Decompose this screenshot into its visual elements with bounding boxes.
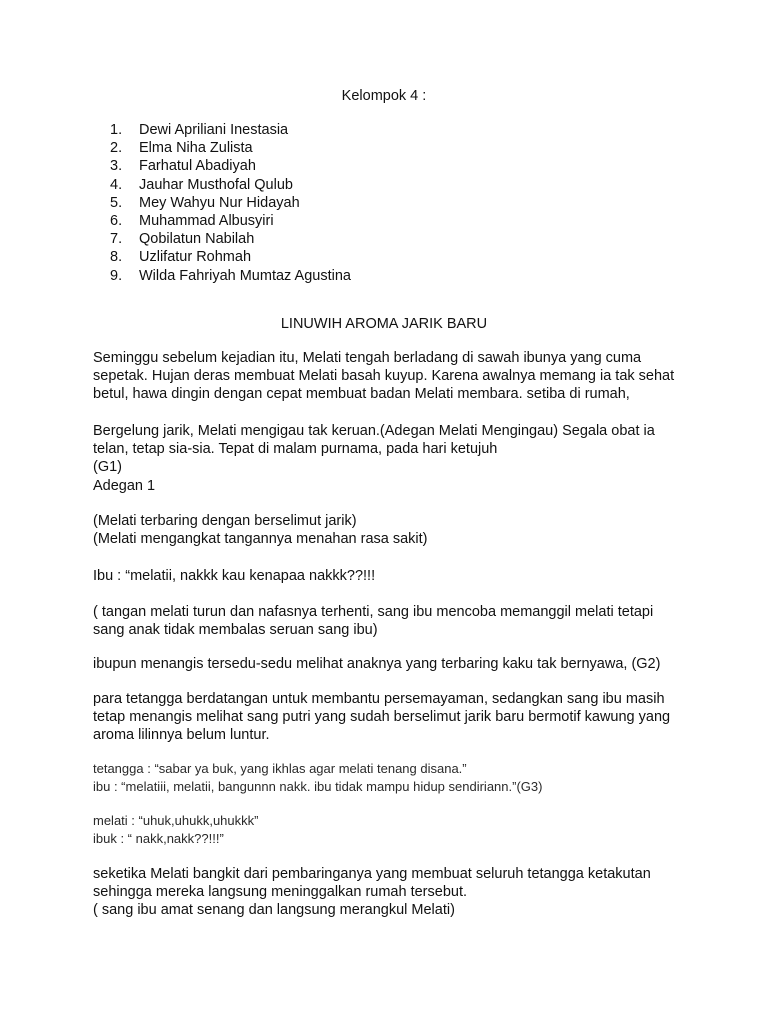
paragraph-text: melati : “uhuk,uhukk,uhukkk” ibuk : “ nakk,nakk??!!!” (93, 813, 259, 847)
list-item (110, 139, 351, 157)
paragraph-ibu-line (93, 567, 693, 585)
member-name: Jauhar Musthofal Qulub (139, 176, 293, 193)
list-number: 9. (110, 267, 123, 284)
paragraph-neighbors (93, 690, 693, 745)
list-number: 6. (110, 213, 123, 230)
member-name: Qobilatun Nabilah (139, 231, 255, 248)
paragraph-text: (Melati terbaring dengan berselimut jarik) (Melati mengangkat tangannya menahan rasa sakit) (93, 513, 428, 548)
member-name: Muhammad Albusyiri (139, 213, 274, 230)
list-item (110, 121, 351, 139)
paragraph-text: Bergelung jarik, Melati mengigau tak keruan.(Adegan Melati Mengingau) Segala obat ia telan, tetap sia-sia. Tepat di malam purnama, pada hari ketujuh (G1) Adegan 1 (93, 423, 655, 494)
paragraph-dialog-2 (93, 812, 693, 848)
list-item (110, 157, 351, 175)
member-name: Uzlifatur Rohmah (139, 249, 252, 266)
group-title: Kelompok 4 : (341, 88, 427, 104)
list-number: 8. (110, 249, 123, 266)
member-name: Farhatul Abadiyah (139, 158, 256, 175)
story-title: LINUWIH AROMA JARIK BARU (280, 316, 488, 332)
paragraph-text: Ibu : “melatii, nakkk kau kenapaa nakkk??!!! (93, 568, 376, 584)
paragraph-breath-stops (93, 603, 693, 639)
list-item (110, 267, 351, 285)
list-item (110, 212, 351, 230)
list-number: 4. (110, 176, 123, 193)
list-item (110, 176, 351, 194)
paragraph-dialog-1 (93, 760, 693, 796)
paragraph-scene-setup (93, 422, 693, 495)
member-name: Wilda Fahriyah Mumtaz Agustina (139, 267, 351, 284)
list-number: 1. (110, 122, 123, 138)
paragraph-text: Seminggu sebelum kejadian itu, Melati tengah berladang di sawah ibunya yang cuma sepetak. Hujan deras membuat Melati basah kuyup. Karena awalnya memang ia tak sehat betul, hawa dingin dengan cepat membuat badan Melati membara. setiba di rumah, (93, 350, 675, 403)
paragraph-text: tetangga : “sabar ya buk, yang ikhlas agar melati tenang disana.” ibu : “melatiii, melatii, bangunnn nakk. ibu tidak mampu hidup sendiriann.”(G3) (93, 761, 543, 795)
paragraph-text: ( tangan melati turun dan nafasnya terhenti, sang ibu mencoba memanggil melati tetapi sang anak tidak membalas seruan sang ibu) (93, 604, 654, 639)
paragraph-text: seketika Melati bangkit dari pembaringanya yang membuat seluruh tetangga ketakutan sehingga mereka langsung meninggalkan rumah tersebut. ( sang ibu amat senang dan langsung merangkul Melati) (93, 866, 651, 919)
paragraph-text: para tetangga berdatangan untuk membantu persemayaman, sedangkan sang ibu masih tetap menangis melihat sang putri yang sudah berselimut jarik baru bermotif kawung yang aroma lilinnya belum luntur. (93, 691, 671, 744)
paragraph-text: ibupun menangis tersedu-sedu melihat anaknya yang terbaring kaku tak bernyawa, (G2) (93, 656, 661, 672)
list-number: 7. (110, 231, 123, 248)
list-number: 5. (110, 194, 123, 211)
list-number: 2. (110, 140, 123, 157)
paragraph-ending (93, 865, 693, 920)
paragraph-crying (93, 655, 693, 673)
member-list (110, 121, 351, 285)
member-name: Elma Niha Zulista (139, 140, 253, 157)
member-name: Dewi Apriliani Inestasia (139, 122, 289, 138)
list-item (110, 248, 351, 266)
paragraph-intro (93, 349, 693, 404)
paragraph-stage-direction (93, 512, 693, 548)
member-name: Mey Wahyu Nur Hidayah (139, 194, 300, 211)
list-number: 3. (110, 158, 123, 175)
list-item (110, 230, 351, 248)
list-item (110, 194, 351, 212)
